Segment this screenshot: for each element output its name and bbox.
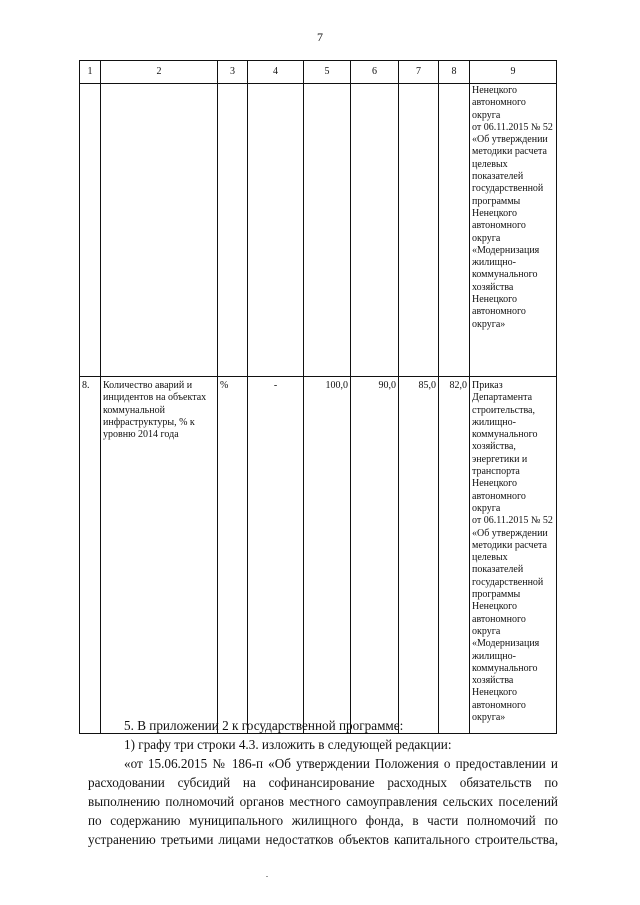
table-cell	[80, 84, 101, 377]
source-document-cell: Приказ Департамента строительства, жилищно- коммунального хозяйства, энергетики и транспорта Ненецкого автономного округа от 06.11.2015 № 52 «Об утверждении методики расчета целевых показателей государственной программы Ненецкого автономного округа «Модернизация жилищно- коммунального хозяйства Ненецкого автономного округа»	[470, 377, 557, 734]
header-cell: 6	[351, 61, 399, 84]
value-cell-col5: 100,0	[304, 377, 351, 734]
source-document-cell: Ненецкого автономного округа от 06.11.2015 № 52 «Об утверждении методики расчета целевых показателей государственной программы Ненецкого автономного округа «Модернизация жилищно- коммунального хозяйства Ненецкого автономного округа»	[470, 84, 557, 377]
paragraph-line: 1) графу три строки 4.3. изложить в следующей редакции:	[124, 737, 452, 752]
paragraph-line: выполнению полномочий органов местного самоуправления сельских поселений	[88, 794, 558, 809]
paragraph-line: расходовании субсидий на софинансирование расходных обязательств по	[88, 775, 558, 790]
row-number-cell: 8.	[80, 377, 101, 734]
value-cell-col7: 85,0	[399, 377, 439, 734]
header-cell: 3	[218, 61, 248, 84]
paragraph-line: 5. В приложении 2 к государственной программе:	[124, 718, 404, 733]
header-cell: 4	[248, 61, 304, 84]
header-cell: 2	[101, 61, 218, 84]
table-cell	[351, 84, 399, 377]
table-header-row	[80, 61, 557, 84]
paragraph-line: по содержанию муниципального жилищного фонда, в части полномочий по	[88, 813, 558, 828]
value-cell-col4: -	[248, 377, 304, 734]
scan-speck	[266, 876, 268, 877]
paragraph-line: «от 15.06.2015 № 186-п «Об утверждении Положения о предоставлении и	[124, 756, 558, 771]
header-cell: 1	[80, 61, 101, 84]
body-text	[88, 716, 558, 849]
table-cell	[304, 84, 351, 377]
paragraph-line: устранению третьими лицами недостатков объектов капитального строительства,	[88, 832, 558, 847]
header-cell: 8	[439, 61, 470, 84]
table-cell	[248, 84, 304, 377]
table-cell	[101, 84, 218, 377]
indicator-name-cell: Количество аварий и инцидентов на объектах коммунальной инфраструктуры, % к уровню 2014 года	[101, 377, 218, 734]
table-cell	[218, 84, 248, 377]
unit-cell: %	[218, 377, 248, 734]
page-number: 7	[317, 30, 323, 44]
table-row-8	[80, 377, 557, 734]
value-cell-col6: 90,0	[351, 377, 399, 734]
header-cell: 7	[399, 61, 439, 84]
value-cell-col8: 82,0	[439, 377, 470, 734]
table-row-continuation	[80, 84, 557, 377]
table-cell	[399, 84, 439, 377]
header-cell: 9	[470, 61, 557, 84]
indicators-table	[79, 60, 557, 734]
header-cell: 5	[304, 61, 351, 84]
table-cell	[439, 84, 470, 377]
